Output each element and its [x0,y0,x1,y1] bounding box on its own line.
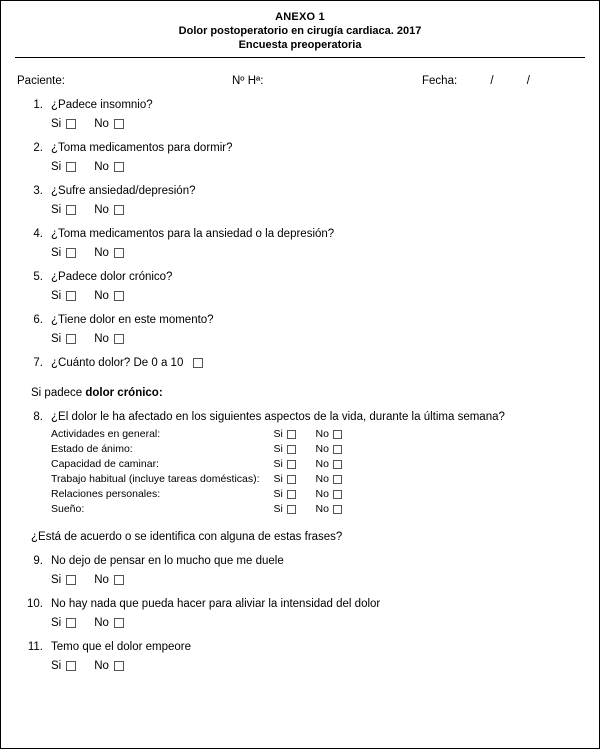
answer-yes-label: Si [51,660,62,672]
question-number: 3. [33,185,43,197]
answer-row [51,204,583,216]
chronic-pain-note [31,387,583,399]
answer-yes[interactable] [51,247,76,259]
question-text: ¿Toma medicamentos para dormir? [51,142,233,154]
checkbox-no[interactable] [333,475,342,484]
aspect-no[interactable] [316,487,358,502]
answer-no-label: No [94,161,109,173]
question-item [17,228,583,240]
question-item-pain-score [17,357,583,369]
answer-row [51,161,583,173]
checkbox-yes[interactable] [287,475,296,484]
aspect-no-label: No [315,443,329,455]
aspect-no-label: No [315,458,329,470]
answer-no[interactable] [94,204,124,216]
header-title: ANEXO 1 [275,11,325,23]
checkbox-yes[interactable] [66,291,76,301]
table-row [51,472,358,487]
answer-yes-label: Si [51,617,62,629]
question-number: 7. [33,357,43,369]
answer-no-label: No [94,204,109,216]
answer-no-label: No [94,247,109,259]
checkbox-yes[interactable] [287,490,296,499]
checkbox-yes[interactable] [287,505,296,514]
statement-text: No hay nada que pueda hacer para aliviar la intensidad del dolor [51,598,381,610]
checkbox-yes[interactable] [66,575,76,585]
answer-no-label: No [94,333,109,345]
answer-no-label: No [94,574,109,586]
question-number: 4. [33,228,43,240]
answer-row [51,247,583,259]
aspect-label: Actividades en general: [51,428,161,440]
checkbox-yes[interactable] [66,618,76,628]
aspect-no[interactable] [316,427,358,442]
aspect-label: Trabajo habitual (incluye tareas domésticas): [51,473,260,485]
date-label: Fecha: [422,75,458,87]
checkbox-no[interactable] [114,119,124,129]
question-number: 1. [33,99,43,111]
aspect-no-label: No [315,428,329,440]
statement-text: No dejo de pensar en lo mucho que me duele [51,555,284,567]
answer-no[interactable] [94,333,124,345]
question-text: ¿Cuánto dolor? De 0 a 10 [51,357,184,369]
aspect-yes[interactable] [274,472,316,487]
aspect-yes[interactable] [274,502,316,517]
table-row [51,487,358,502]
checkbox-no[interactable] [333,505,342,514]
checkbox-no[interactable] [114,618,124,628]
table-row [51,427,358,442]
question-item [17,142,583,154]
checkbox-no[interactable] [333,430,342,439]
answer-row [51,333,583,345]
date-separators [460,75,545,87]
table-row [51,442,358,457]
answer-yes[interactable] [51,290,76,302]
answer-yes[interactable] [51,204,76,216]
patient-hc-label: Nº Hª: [232,75,264,87]
question-number: 5. [33,271,43,283]
aspect-label: Estado de ánimo: [51,443,133,455]
answer-yes-label: Si [51,204,62,216]
question-text: ¿Sufre ansiedad/depresión? [51,185,196,197]
answer-yes-label: Si [51,247,62,259]
aspect-no-label: No [315,473,329,485]
checkbox-yes[interactable] [287,430,296,439]
aspect-no[interactable] [316,472,358,487]
checkbox-no[interactable] [114,334,124,344]
question-item [17,99,583,111]
answer-yes-label: Si [51,161,62,173]
checkbox-no[interactable] [114,162,124,172]
header-section: Encuesta preoperatoria [238,39,362,51]
aspects-matrix [51,427,583,517]
question-text: ¿Padece dolor crónico? [51,271,173,283]
statement-text: Temo que el dolor empeore [51,641,191,653]
checkbox-no[interactable] [114,205,124,215]
answer-row [51,660,583,672]
aspect-label: Relaciones personales: [51,488,161,500]
statement-number: 11. [27,641,43,653]
answer-yes[interactable] [51,574,76,586]
aspect-yes-label: Si [273,443,283,455]
checkbox-yes[interactable] [66,162,76,172]
answer-no[interactable] [94,290,124,302]
aspect-yes[interactable] [274,457,316,472]
document-header [1,1,599,52]
patient-name-label: Paciente: [17,75,65,87]
patient-name-field[interactable] [17,75,232,87]
checkbox-yes[interactable] [287,460,296,469]
answer-yes-label: Si [51,290,62,302]
checkbox-no[interactable] [333,490,342,499]
question-item [17,271,583,283]
answer-yes[interactable] [51,118,76,130]
checkbox-yes[interactable] [66,248,76,258]
answer-no-label: No [94,118,109,130]
aspect-no[interactable] [316,457,358,472]
patient-hc-field[interactable] [232,75,422,87]
question-text: ¿Padece insomnio? [51,99,153,111]
answer-yes-label: Si [51,333,62,345]
checkbox-no[interactable] [114,575,124,585]
aspect-label: Sueño: [51,503,85,515]
answer-row [51,290,583,302]
answer-row [51,574,583,586]
aspect-yes-label: Si [273,458,283,470]
aspect-yes-label: Si [273,503,283,515]
answer-row [51,118,583,130]
questionnaire-body [17,99,583,672]
aspect-yes[interactable] [274,487,316,502]
checkbox-yes[interactable] [287,445,296,454]
checkbox-no[interactable] [114,661,124,671]
checkbox-yes[interactable] [66,661,76,671]
date-slash-2: / [526,75,531,87]
aspect-yes[interactable] [274,427,316,442]
aspect-yes-label: Si [273,428,283,440]
question-text: ¿El dolor le ha afectado en los siguientes aspectos de la vida, durante la última semana? [51,411,505,423]
aspect-yes-label: Si [273,488,283,500]
answer-yes-label: Si [51,118,62,130]
aspect-no[interactable] [316,442,358,457]
answer-no-label: No [94,290,109,302]
table-row [51,457,358,472]
aspect-no-label: No [315,503,329,515]
answer-no-label: No [94,660,109,672]
statement-number: 9. [33,555,43,567]
checkbox-no[interactable] [333,445,342,454]
question-item [17,185,583,197]
statement-item [17,555,583,567]
checkbox-no[interactable] [333,460,342,469]
answer-no[interactable] [94,660,124,672]
checkbox-no[interactable] [114,291,124,301]
checkbox-yes[interactable] [66,334,76,344]
question-number: 8. [33,411,43,423]
question-item [17,314,583,326]
question-text: ¿Toma medicamentos para la ansiedad o la depresión? [51,228,335,240]
checkbox-yes[interactable] [66,119,76,129]
statement-item [17,641,583,653]
answer-no-label: No [94,617,109,629]
answer-no[interactable] [94,161,124,173]
answer-no[interactable] [94,118,124,130]
header-divider [15,57,585,58]
header-subtitle: Dolor postoperatorio en cirugía cardiaca. 2017 [178,25,422,37]
aspect-no-label: No [315,488,329,500]
aspect-yes[interactable] [274,442,316,457]
question-number: 6. [33,314,43,326]
pain-score-box[interactable] [193,358,203,368]
answer-yes[interactable] [51,161,76,173]
answer-yes[interactable] [51,660,76,672]
chronic-note-bold: dolor crónico: [85,387,163,399]
chronic-note-prefix: Si padece [31,387,86,399]
table-row [51,502,358,517]
date-field[interactable] [422,75,583,87]
checkbox-yes[interactable] [66,205,76,215]
aspect-yes-label: Si [273,473,283,485]
statement-item [17,598,583,610]
aspect-label: Capacidad de caminar: [51,458,159,470]
question-item-aspects [17,411,583,423]
answer-no[interactable] [94,247,124,259]
statement-number: 10. [27,598,43,610]
aspect-no[interactable] [316,502,358,517]
patient-info-row [17,75,583,87]
answer-no[interactable] [94,574,124,586]
checkbox-no[interactable] [114,248,124,258]
answer-yes[interactable] [51,617,76,629]
answer-yes[interactable] [51,333,76,345]
question-number: 2. [33,142,43,154]
question-text: ¿Tiene dolor en este momento? [51,314,214,326]
answer-row [51,617,583,629]
answer-yes-label: Si [51,574,62,586]
date-slash-1: / [490,75,495,87]
answer-no[interactable] [94,617,124,629]
statements-intro: ¿Está de acuerdo o se identifica con alguna de estas frases? [31,531,343,543]
